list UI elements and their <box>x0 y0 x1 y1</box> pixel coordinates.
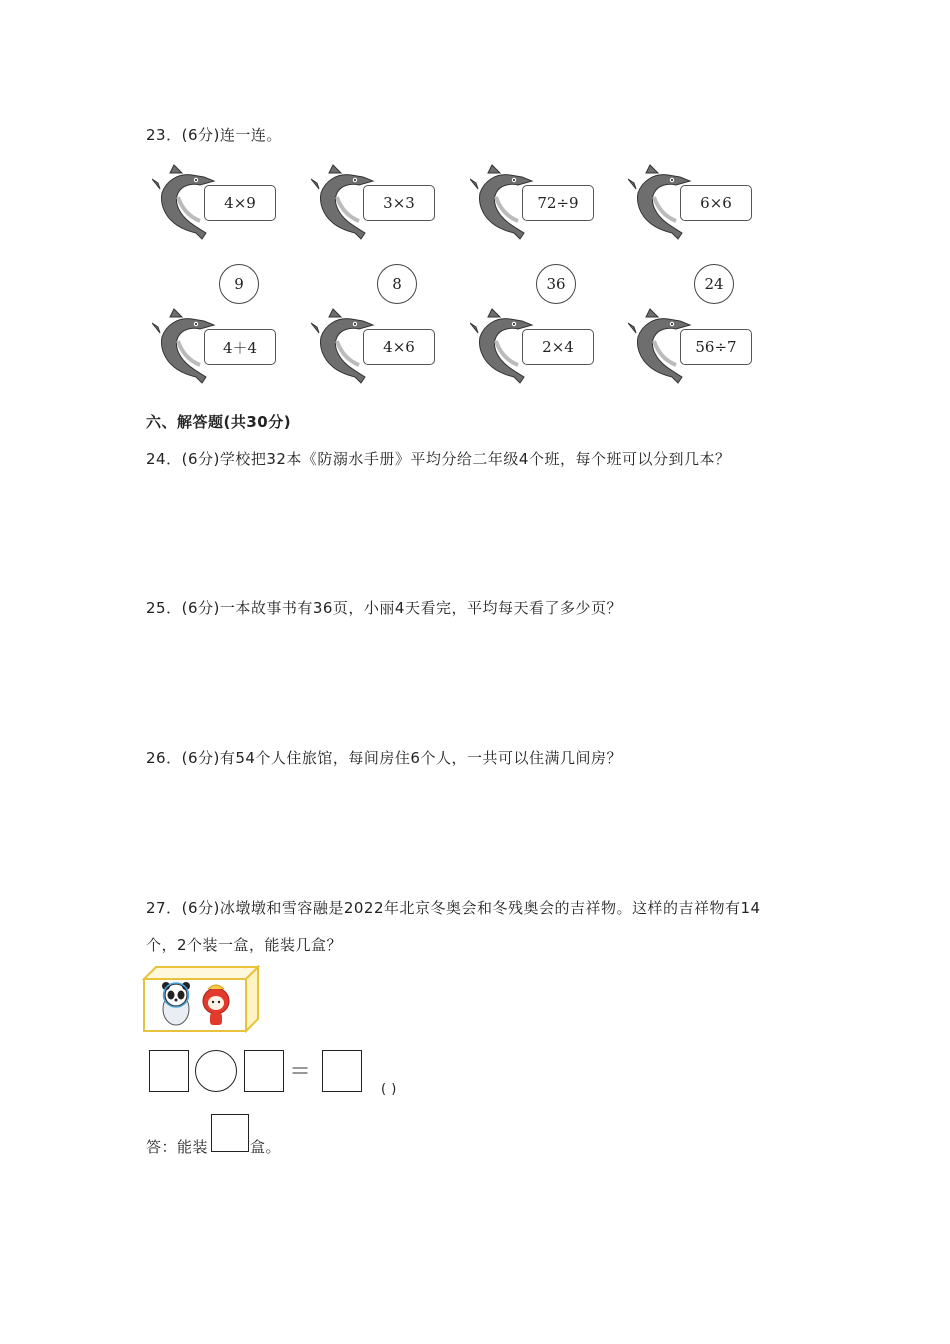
equation-result-box[interactable] <box>322 1050 362 1092</box>
expression-card-top-3[interactable]: 72÷9 <box>522 185 594 221</box>
mascot-box-image <box>142 965 260 1033</box>
question-24-text: 24．(6分)学校把32本《防溺水手册》平均分给二年级4个班，每个班可以分到几本？ <box>146 450 731 468</box>
question-25-text: 25．(6分)一本故事书有36页，小丽4天看完，平均每天看了多少页？ <box>146 599 622 617</box>
answer-suffix: 盒。 <box>250 1138 282 1156</box>
dolphin-top-4 <box>628 163 753 241</box>
expression-card-top-4[interactable]: 6×6 <box>680 185 752 221</box>
question-23-text: 23．(6分)连一连。 <box>146 126 282 144</box>
section-title: 六、解答题(共30分) <box>146 413 292 431</box>
answer-prefix: 答：能装 <box>146 1138 209 1156</box>
question-27-line1: 27．(6分)冰墩墩和雪容融是2022年北京冬奥会和冬残奥会的吉祥物。这样的吉祥物有14 <box>146 899 761 917</box>
answer-box[interactable] <box>211 1114 249 1152</box>
equation-box-2[interactable] <box>244 1050 284 1092</box>
dolphin-top-2 <box>311 163 436 241</box>
expression-card-bottom-4[interactable]: 56÷7 <box>680 329 752 365</box>
dolphin-bottom-3 <box>470 307 595 385</box>
equation-box-1[interactable] <box>149 1050 189 1092</box>
expression-card-top-1[interactable]: 4×9 <box>204 185 276 221</box>
dolphin-bottom-1 <box>152 307 277 385</box>
question-26-text: 26．(6分)有54个人住旅馆，每间房住6个人，一共可以住满几间房？ <box>146 749 622 767</box>
dolphin-top-3 <box>470 163 595 241</box>
equals-sign: = <box>290 1056 311 1084</box>
dolphin-top-1 <box>152 163 277 241</box>
number-circle-3[interactable]: 36 <box>536 264 576 304</box>
expression-card-bottom-2[interactable]: 4×6 <box>363 329 435 365</box>
number-circle-1[interactable]: 9 <box>219 264 259 304</box>
expression-card-bottom-1[interactable]: 4＋4 <box>204 329 276 365</box>
number-circle-2[interactable]: 8 <box>377 264 417 304</box>
expression-card-top-2[interactable]: 3×3 <box>363 185 435 221</box>
dolphin-bottom-2 <box>311 307 436 385</box>
number-circle-4[interactable]: 24 <box>694 264 734 304</box>
question-27-line2: 个，2个装一盒，能装几盒？ <box>146 936 343 954</box>
dolphin-bottom-4 <box>628 307 753 385</box>
equation-operator-circle[interactable] <box>195 1050 237 1092</box>
expression-card-bottom-3[interactable]: 2×4 <box>522 329 594 365</box>
unit-parentheses: ( ) <box>381 1082 397 1097</box>
